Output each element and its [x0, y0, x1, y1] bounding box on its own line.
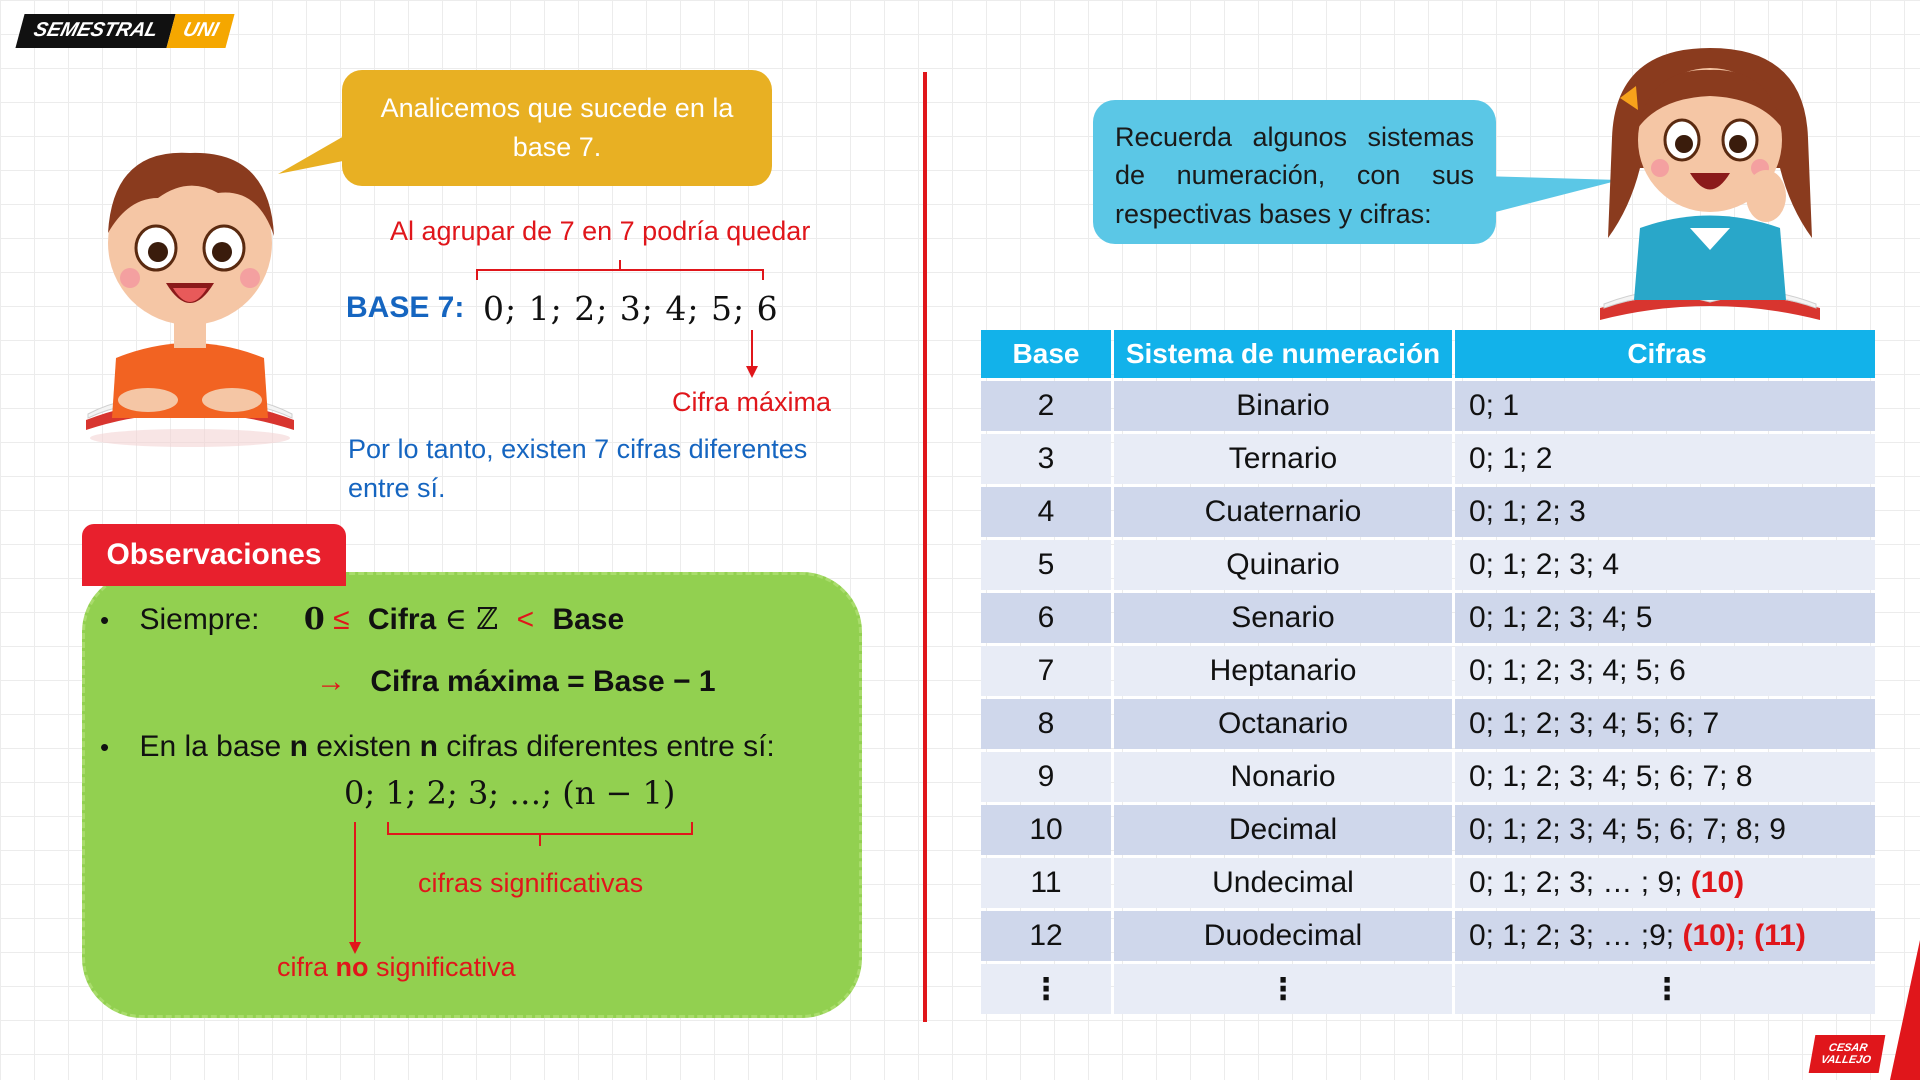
logo-line1: CESAR [1827, 1041, 1869, 1054]
digits-text: ⋮ [1652, 972, 1682, 1006]
cell-base: 7 [981, 646, 1111, 696]
cifra-pre: cifra [277, 952, 336, 982]
digits-extra: (10) [1690, 866, 1745, 899]
cell-name: Binario [1114, 381, 1452, 431]
cifra-maxima-formula: Cifra máxima = Base − 1 [370, 665, 716, 698]
digits-text: 0; 1 [1469, 389, 1520, 422]
n-symbol: n [419, 730, 438, 763]
cifras-significativas-label: cifras significativas [418, 868, 644, 898]
vertical-divider [923, 72, 927, 1022]
numeration-systems-table [978, 327, 1878, 1017]
logo-line2: VALLEJO [1819, 1054, 1872, 1066]
bullet-icon: • [100, 732, 110, 762]
le-symbol: ≤ [333, 603, 350, 636]
digits-text: 0; 1; 2; 3; 4; 5; 6; 7 [1469, 707, 1720, 740]
cell-digits [1455, 752, 1875, 802]
table-row [981, 911, 1875, 961]
digits-text: 0; 1; 2; 3; … ; 9; [1469, 866, 1691, 899]
cell-base: 10 [981, 805, 1111, 855]
digits-text: 0; 1; 2; 3; 4; 5; 6; 7; 8 [1469, 760, 1753, 793]
cell-name: Heptanario [1114, 646, 1452, 696]
right-bubble-line1: Recuerda algunos sistemas [1115, 122, 1474, 152]
siempre-label: Siempre: [139, 603, 260, 636]
cesar-vallejo-logo [1809, 1035, 1886, 1073]
table-row [981, 646, 1875, 696]
cell-name: ⋮ [1114, 964, 1452, 1014]
cell-digits [1455, 593, 1875, 643]
brand-badge [15, 14, 234, 48]
cell-digits [1455, 911, 1875, 961]
cell-digits [1455, 858, 1875, 908]
arrow-icon: → [316, 665, 346, 698]
cell-name: Decimal [1114, 805, 1452, 855]
girl-reading-illustration [1590, 28, 1830, 328]
cell-digits [1455, 381, 1875, 431]
table-row [981, 381, 1875, 431]
base-word: Base [552, 603, 625, 636]
cell-name: Octanario [1114, 699, 1452, 749]
obs-line-base-n [100, 730, 775, 764]
cell-base: 6 [981, 593, 1111, 643]
cell-digits [1455, 805, 1875, 855]
table-row [981, 540, 1875, 590]
bullet-icon: • [100, 605, 110, 635]
digits-text: 0; 1; 2 [1469, 442, 1553, 475]
brand-part1: SEMESTRAL [15, 14, 175, 48]
base-n-pre: En la base [139, 730, 290, 763]
cell-digits [1455, 699, 1875, 749]
table-row [981, 593, 1875, 643]
cifra-word: Cifra [367, 603, 437, 636]
digits-text: 0; 1; 2; 3 [1469, 495, 1586, 528]
cell-base: 4 [981, 487, 1111, 537]
base-n-mid: existen [307, 730, 420, 763]
obs-line-cifra-maxima [316, 665, 716, 699]
right-speech-bubble [1093, 100, 1496, 244]
cell-base: 9 [981, 752, 1111, 802]
cifra-no: no [335, 952, 369, 982]
left-bubble-text: Analicemos que sucede en la base 7. [380, 92, 734, 162]
cell-digits [1455, 487, 1875, 537]
table-row [981, 752, 1875, 802]
cell-base: 11 [981, 858, 1111, 908]
cell-digits [1455, 434, 1875, 484]
digits-text: 0; 1; 2; 3; 4 [1469, 548, 1620, 581]
cell-base: 12 [981, 911, 1111, 961]
digits-text: 0; 1; 2; 3; 4; 5; 6; 7; 8; 9 [1469, 813, 1786, 846]
table-row [981, 699, 1875, 749]
cifra-maxima-arrow [744, 330, 760, 380]
lt-symbol: < [516, 603, 535, 636]
cell-digits [1455, 964, 1875, 1014]
base7-digits: 0; 1; 2; 3; 4; 5; 6 [483, 289, 779, 328]
digits-brace [475, 256, 765, 286]
brand-part2: UNI [167, 14, 235, 48]
right-bubble-line2: de numeración, con sus [1115, 160, 1474, 191]
cell-base: 3 [981, 434, 1111, 484]
header-sistema: Sistema de numeración [1114, 330, 1452, 378]
cifra-maxima-label: Cifra máxima [672, 387, 832, 417]
table-row [981, 434, 1875, 484]
cell-name: Undecimal [1114, 858, 1452, 908]
cell-name: Senario [1114, 593, 1452, 643]
cell-digits [1455, 646, 1875, 696]
corner-accent [1890, 940, 1920, 1080]
boy-reading-illustration [78, 118, 303, 448]
cell-name: Quinario [1114, 540, 1452, 590]
cell-base: ⋮ [981, 964, 1111, 1014]
right-bubble-line3: respectivas bases y cifras: [1115, 198, 1432, 229]
cell-name: Cuaternario [1114, 487, 1452, 537]
cell-name: Duodecimal [1114, 911, 1452, 961]
cifra-post: significativa [368, 952, 516, 982]
base-n-post: cifras diferentes entre sí: [437, 730, 775, 763]
digits-text: 0; 1; 2; 3; … ;9; [1469, 919, 1683, 952]
digits-extra: (10); (11) [1682, 919, 1806, 952]
digits-text: 0; 1; 2; 3; 4; 5; 6 [1469, 654, 1686, 687]
digits-text: 0; 1; 2; 3; 4; 5 [1469, 601, 1653, 634]
in-z-symbol: ∈ ℤ [444, 602, 499, 637]
cell-base: 2 [981, 381, 1111, 431]
cell-name: Nonario [1114, 752, 1452, 802]
left-speech-bubble [342, 70, 772, 186]
cell-base: 5 [981, 540, 1111, 590]
table-row [981, 858, 1875, 908]
table-header-row [981, 330, 1875, 378]
cell-digits [1455, 540, 1875, 590]
table-row [981, 487, 1875, 537]
digit-sequence: 0; 1; 2; 3; …; (n − 1) [344, 774, 676, 812]
cell-base: 8 [981, 699, 1111, 749]
conclusion-text: Por lo tanto, existen 7 cifras diferentes entre sí. [348, 434, 808, 504]
table-row [981, 805, 1875, 855]
observaciones-title: Observaciones [82, 524, 346, 586]
cell-name: Ternario [1114, 434, 1452, 484]
base7-label: BASE 7: [346, 291, 465, 324]
n-symbol: n [289, 730, 308, 763]
table-row [981, 964, 1875, 1014]
zero-value: 0 [303, 602, 325, 637]
agrupar-label: Al agrupar de 7 en 7 podría quedar [390, 216, 811, 246]
header-cifras: Cifras [1455, 330, 1875, 378]
obs-line-siempre [100, 602, 624, 637]
header-base: Base [981, 330, 1111, 378]
cifra-no-significativa-label [277, 952, 516, 983]
